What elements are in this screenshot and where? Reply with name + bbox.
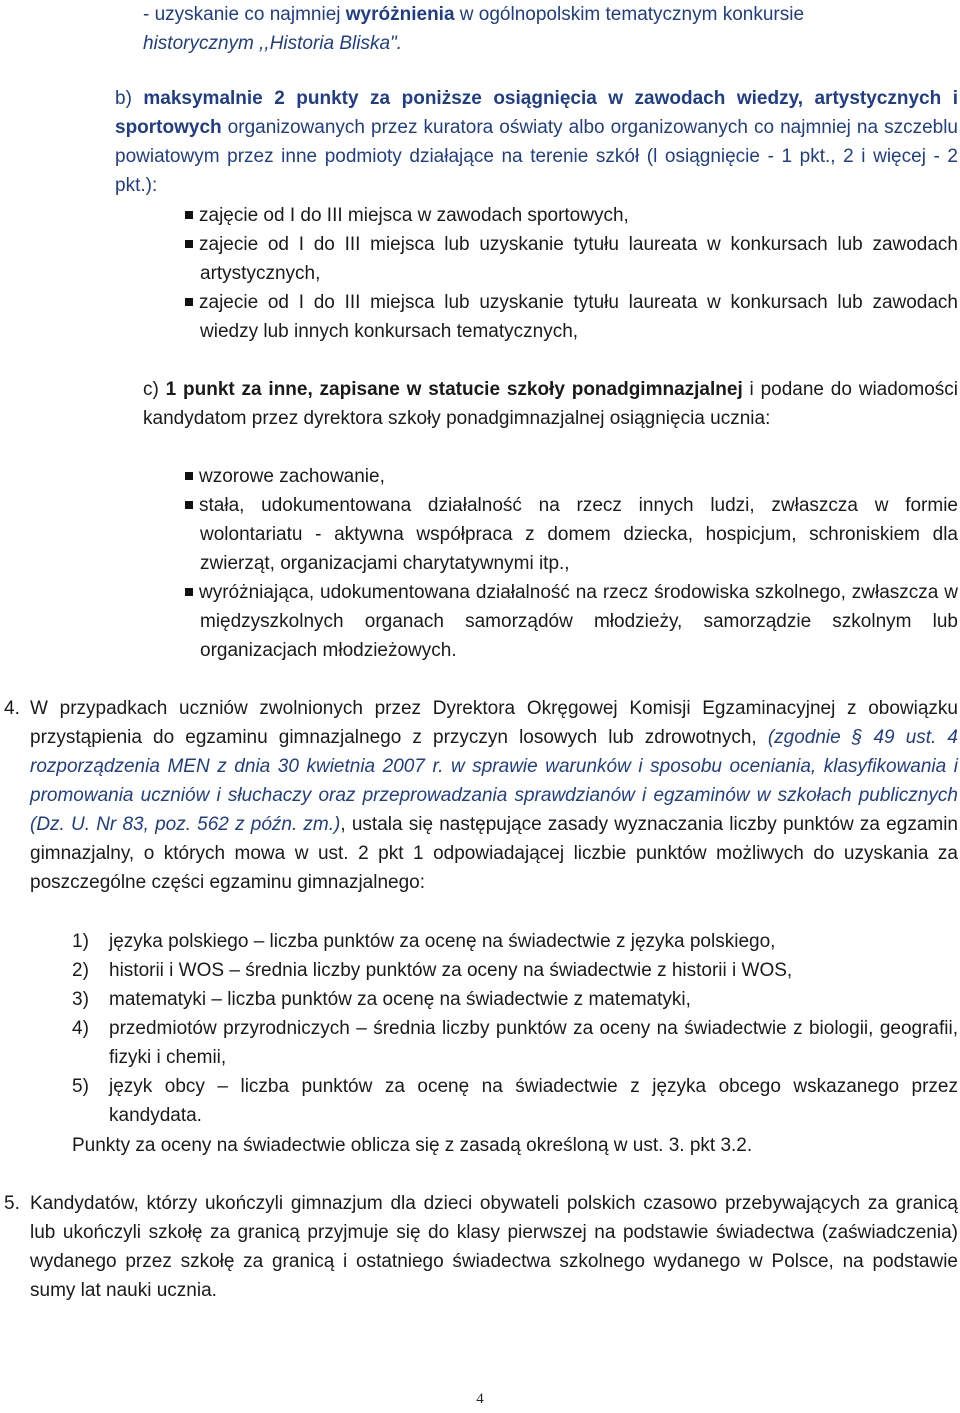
point-4-text [30, 694, 958, 897]
point-4-text-a: W przypadkach uczniów zwolnionych przez Dyrektora Okręgowej Komisji Egzaminacyjnej z obowiązku przystąpienia do egzaminu gimnazjalnego z przyczyn losowych lub zdrowotnych, [30, 698, 958, 748]
list-item-number: 3) [72, 989, 89, 1010]
list-item-text: przedmiotów przyrodniczych – średnia liczby punktów za oceny na świadectwie z biologii, geografii, fizyki i chemii, [109, 1018, 958, 1068]
bullet-icon [185, 240, 193, 248]
list-item-text: historii i WOS – średnia liczby punktów za oceny na świadectwie z historii i WOS, [109, 960, 793, 981]
bullet-icon [185, 298, 193, 306]
top-fragment [143, 0, 958, 58]
section-c-item-text: wzorowe zachowanie, [199, 466, 385, 487]
bullet-icon [185, 501, 193, 509]
bullet-icon [185, 588, 193, 596]
section-c-rest: i podane do wiadomości kandydatom przez dyrektora szkoły ponadgimnazjalnej osiągnięcia ucznia: [143, 379, 958, 429]
list-item-text: języka polskiego – liczba punktów za ocenę na świadectwie z języka polskiego, [109, 931, 776, 952]
section-b-label: b) [115, 88, 144, 109]
point-4-list-item [72, 927, 958, 956]
point-5-text: Kandydatów, którzy ukończyli gimnazjum dla dzieci obywateli polskich czasowo przebywających za granicą lub ukończyli szkołę za granicą przyjmuje się do klasy pierwszej na podstawie świadectwa (zaświadczenia) wydanego przez szkołę za granicą i ostatniego świadectwa szkolnego wydanego w Polsce, na podstawie sumy lat nauki ucznia. [30, 1193, 958, 1301]
point-4-legal-reference: (zgodnie § 49 ust. 4 rozporządzenia MEN z dnia 30 kwietnia 2007 r. w sprawie warunków i sposobu oceniania, klasyfikowania i promowania uczniów i słuchaczy oraz przeprowadzania sprawdzianów i egzaminów w szkołach publicznych (Dz. U. Nr 83, poz. 562 z późn. zm.) [30, 727, 958, 835]
section-b-item [185, 288, 958, 346]
list-item-number: 2) [72, 960, 89, 981]
point-4-list-item [72, 985, 958, 1014]
point-5-number: 5. [4, 1193, 20, 1214]
section-b-item [185, 201, 958, 230]
point-4-list-item [72, 1014, 958, 1072]
top-line1-a: - uzyskanie co najmniej [143, 4, 346, 25]
section-c-item-text: stała, udokumentowana działalność na rzecz innych ludzi, zwłaszcza w formie wolontariatu - aktywna współpraca z domem dziecka, hospicjum, schroniskiem dla zwierząt, organizacjami charytatywnymi itp., [199, 495, 958, 574]
top-line1-bold: wyróżnienia [345, 4, 455, 25]
bullet-icon [185, 472, 193, 480]
list-item-text: matematyki – liczba punktów za ocenę na świadectwie z matematyki, [109, 989, 691, 1010]
point-4-text-b: , ustala się następujące zasady wyznaczania liczby punktów za egzamin gimnazjalny, o których mowa w ust. 2 pkt 1 odpowiadającej liczbie punktów możliwych do uzyskania za poszczególne części egzaminu gimnazjalnego: [30, 814, 958, 893]
page-number: 4 [476, 1391, 484, 1407]
point-4-list-item [72, 956, 958, 985]
point-4-list-item [72, 1072, 958, 1130]
section-b-rest: organizowanych przez kuratora oświaty albo organizowanych co najmniej na szczeblu powiatowym przez inne podmioty działające na terenie szkół (l osiągnięcie - 1 pkt., 2 i więcej - 2 pkt.): [115, 117, 958, 196]
top-line1-c: w ogólnopolskim tematycznym konkursie [454, 4, 805, 25]
section-c-item [185, 462, 958, 491]
section-c-bold: 1 punkt za inne, zapisane w statucie szkoły ponadgimnazjalnej [165, 379, 743, 400]
section-b-item-text: zajecie od I do III miejsca lub uzyskanie tytułu laureata w konkursach lub zawodach wiedzy lub innych konkursach tematycznych, [199, 292, 958, 342]
bullet-icon [185, 211, 193, 219]
point-4-number: 4. [4, 698, 20, 719]
section-b-bold: maksymalnie 2 punkty za poniższe osiągnięcia w zawodach wiedzy, artystycznych i sportowych [115, 88, 958, 138]
section-b-item [185, 230, 958, 288]
list-item-number: 4) [72, 1018, 89, 1039]
list-item-number: 1) [72, 931, 89, 952]
section-c-intro [143, 375, 958, 433]
section-c-item [185, 578, 958, 665]
top-line2: historycznym ,,Historia Bliska". [143, 33, 403, 54]
list-item-text: język obcy – liczba punktów za ocenę na świadectwie z języka obcego wskazanego przez kandydata. [109, 1076, 958, 1126]
point-4-closing: Punkty za oceny na świadectwie oblicza się z zasadą określoną w ust. 3. pkt 3.2. [72, 1135, 753, 1156]
section-b-intro [115, 84, 958, 200]
section-b-item-text: zajecie od I do III miejsca lub uzyskanie tytułu laureata w konkursach lub zawodach artystycznych, [199, 234, 958, 284]
section-c-label: c) [143, 379, 166, 400]
section-b-item-text: zajęcie od I do III miejsca w zawodach sportowych, [199, 205, 629, 226]
section-c-item [185, 491, 958, 578]
list-item-number: 5) [72, 1076, 89, 1097]
section-c-item-text: wyróżniająca, udokumentowana działalność na rzecz środowiska szkolnego, zwłaszcza w międzyszkolnych organach samorządów młodzieży, samorządzie szkolnym lub organizacjach młodzieżowych. [199, 582, 958, 661]
